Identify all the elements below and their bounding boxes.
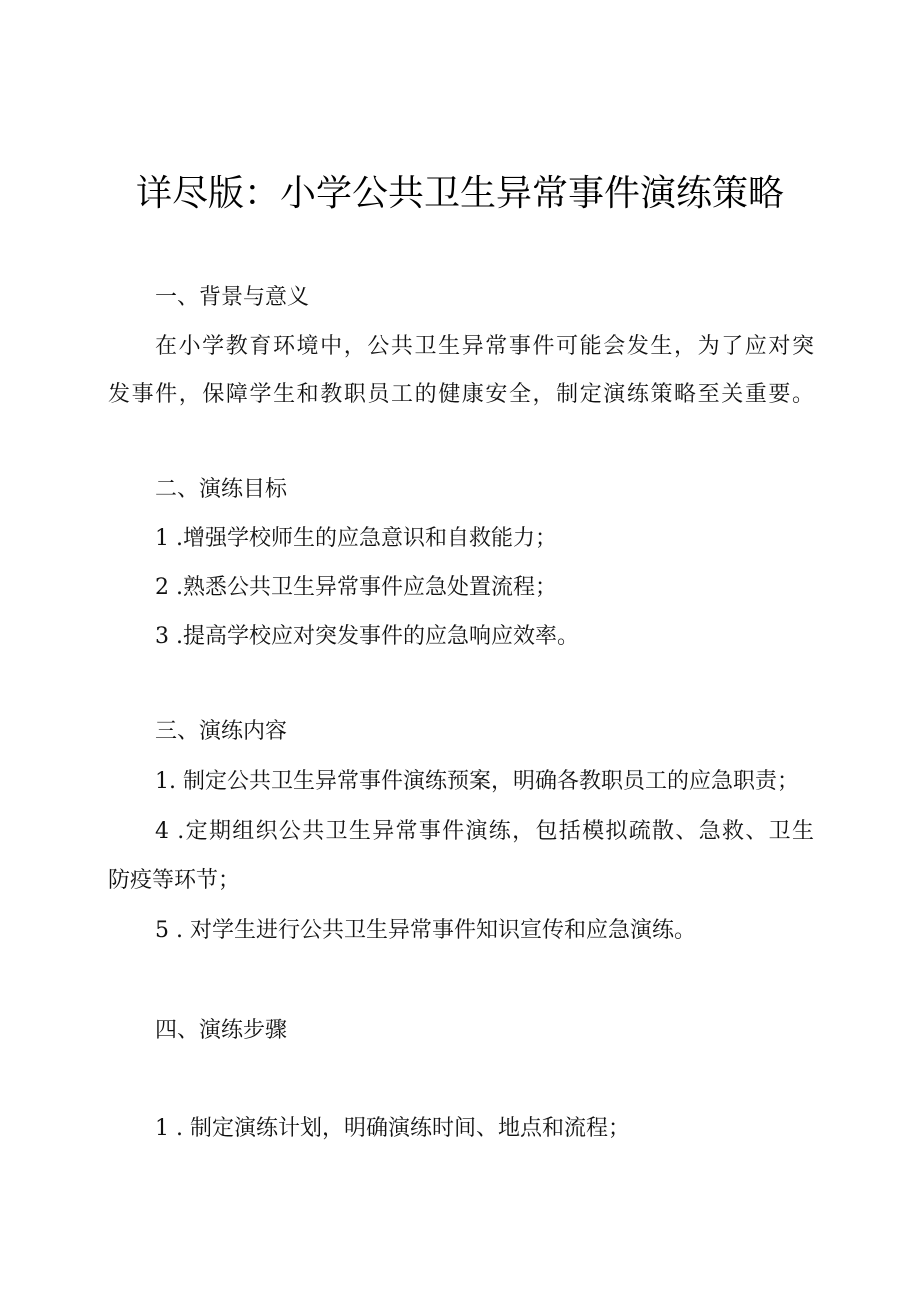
list-item: 1. 制定公共卫生异常事件演练预案，明确各教职员工的应急职责； bbox=[155, 769, 799, 794]
list-item: 4 .定期组织公共卫生异常事件演练，包括模拟疏散、急救、卫生 bbox=[155, 819, 814, 844]
section-heading-goals: 二、演练目标 bbox=[155, 477, 288, 502]
list-item: 5 . 对学生进行公共卫生异常事件知识宣传和应急演练。 bbox=[155, 918, 696, 943]
document-title: 详尽版：小学公共卫生异常事件演练策略 bbox=[135, 173, 784, 214]
list-item: 1 . 制定演练计划，明确演练时间、地点和流程； bbox=[155, 1116, 630, 1141]
section-heading-steps: 四、演练步骤 bbox=[155, 1018, 288, 1043]
list-item: 3 .提高学校应对突发事件的应急响应效率。 bbox=[155, 624, 579, 649]
paragraph-line: 在小学教育环境中，公共卫生异常事件可能会发生，为了应对突 bbox=[155, 334, 814, 359]
section-heading-background: 一、背景与意义 bbox=[155, 285, 310, 310]
list-item-continuation: 防疫等环节； bbox=[108, 868, 241, 893]
section-heading-content: 三、演练内容 bbox=[155, 719, 288, 744]
list-item: 1 .增强学校师生的应急意识和自救能力； bbox=[155, 526, 557, 551]
list-item: 2 .熟悉公共卫生异常事件应急处置流程； bbox=[155, 575, 557, 600]
paragraph-line: 发事件，保障学生和教职员工的健康安全，制定演练策略至关重要。 bbox=[108, 382, 814, 407]
